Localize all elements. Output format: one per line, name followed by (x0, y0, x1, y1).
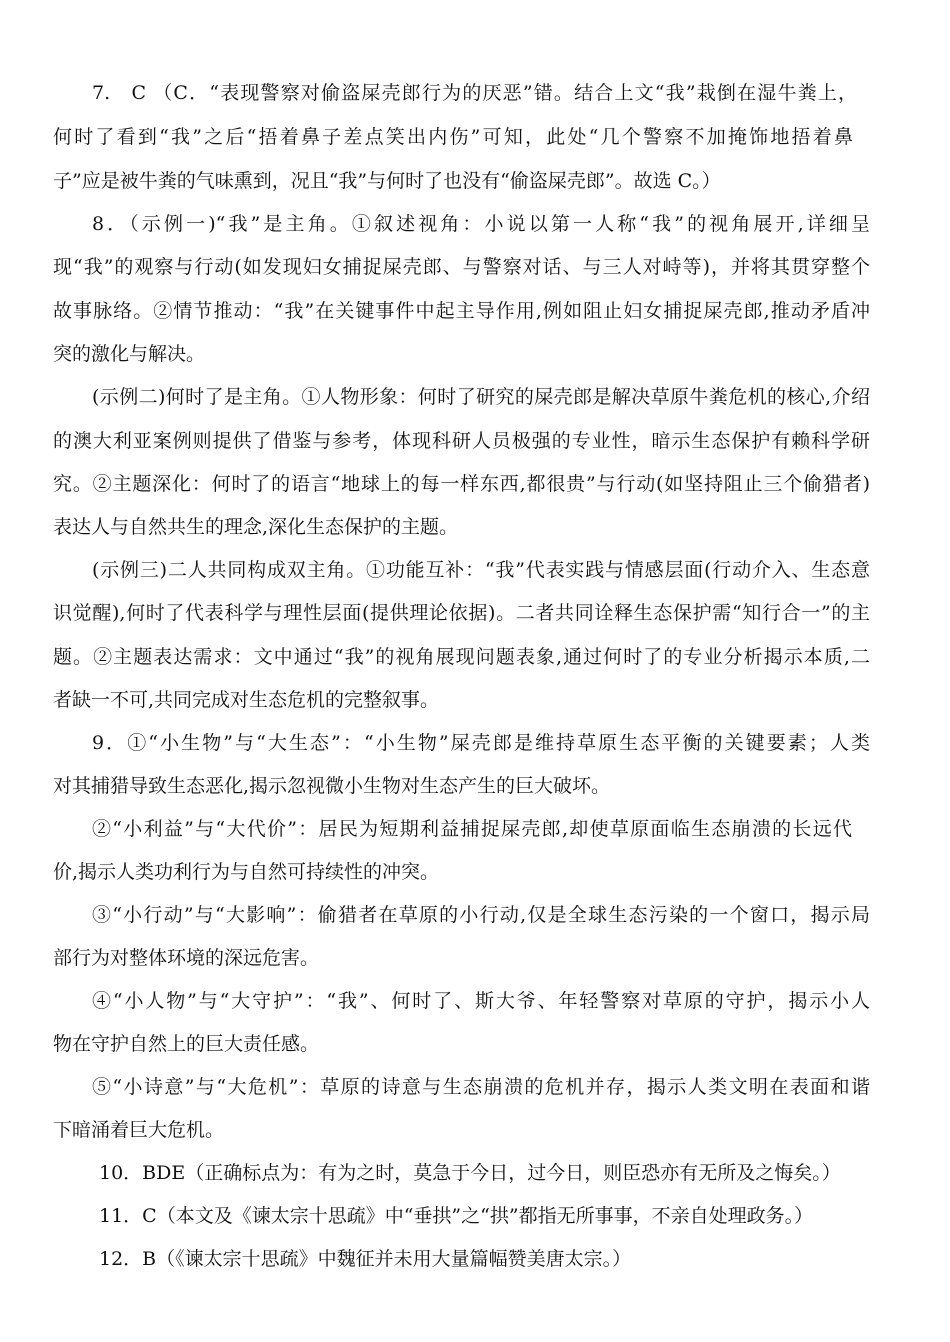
answer-9-point-4-line-2: 物在守护自然上的巨大责任感。 (53, 1033, 320, 1055)
answer-8-example-2-line-3: 究。②主题深化：何时了的语言“地球上的每一样东西,都很贵”与行动(如坚持阻止三个偷猎者) (53, 473, 870, 495)
answer-11: 11．C（本文及《谏太宗十思疏》中“垂拱”之“拱”都指无所事事，不亲自处理政务。） (99, 1205, 814, 1227)
answer-8-line-2: 现“我”的观察与行动(如发现妇女捕捉屎壳郎、与警察对话、与三人对峙等)，并将其贯穿整个 (53, 256, 870, 278)
answer-8-example-3-line-3: 题。②主题表达需求：文中通过“我”的视角展现问题表象,通过何时了的专业分析揭示本质,二 (53, 646, 870, 668)
answer-7-line-1: 7. C （C．“表现警察对偷盗屎壳郎行为的厌恶”错。结合上文“我”栽倒在湿牛粪上， (92, 82, 857, 104)
answer-9-line-2: 对其捕猎导致生态恶化,揭示忽视微小生物对生态产生的巨大破坏。 (53, 775, 611, 797)
answer-9-point-2-line-1: ②“小利益”与“大代价”：居民为短期利益捕捉屎壳郎,却使草原面临生态崩溃的长远代 (92, 818, 852, 840)
answer-8-example-2-line-4: 表达人与自然共生的理念,深化生态保护的主题。 (53, 516, 459, 538)
answer-8-line-3: 故事脉络。②情节推动：“我”在关键事件中起主导作用,例如阻止妇女捕捉屎壳郎,推动矛盾冲 (53, 300, 870, 322)
answer-12: 12．B（《谏太宗十思疏》中魏征并未用大量篇幅赞美唐太宗。） (99, 1248, 632, 1270)
answer-7-line-3: 子”应是被牛粪的气味熏到，况且“我”与何时了也没有“偷盗屎壳郎”。故选 C。） (53, 170, 721, 192)
answer-8-example-3-line-4: 者缺一不可,共同完成对生态危机的完整叙事。 (53, 689, 440, 711)
answer-9-point-5-line-1: ⑤“小诗意”与“大危机”：草原的诗意与生态崩溃的危机并存，揭示人类文明在表面和谐 (92, 1076, 870, 1098)
answer-8-line-4: 突的激化与解决。 (53, 343, 206, 365)
answer-8-line-1: 8．（示例一)“我”是主角。①叙述视角：小说以第一人称“我”的视角展开,详细呈 (92, 213, 870, 235)
answer-9-line-1: 9．①“小生物”与“大生态”：“小生物”屎壳郎是维持草原生态平衡的关键要素；人类 (92, 732, 870, 754)
answer-8-example-3-line-2: 识觉醒),何时了代表科学与理性层面(提供理论依据)。二者共同诠释生态保护需“知行合一”的主 (53, 602, 870, 624)
answer-9-point-4-line-1: ④“小人物”与“大守护”：“我”、何时了、斯大爷、年轻警察对草原的守护，揭示小人 (92, 990, 870, 1012)
answer-8-example-2-line-2: 的澳大利亚案例则提供了借鉴与参考，体现科研人员极强的专业性，暗示生态保护有赖科学研 (53, 430, 870, 452)
answer-9-point-3-line-1: ③“小行动”与“大影响”：偷猎者在草原的小行动,仅是全球生态污染的一个窗口，揭示局 (92, 904, 870, 926)
answer-8-example-2-line-1: (示例二)何时了是主角。①人物形象：何时了研究的屎壳郎是解决草原牛粪危机的核心,介绍 (92, 386, 870, 408)
answer-9-point-5-line-2: 下暗涌着巨大危机。 (53, 1119, 225, 1141)
answer-9-point-2-line-2: 价,揭示人类功利行为与自然可持续性的冲突。 (53, 861, 440, 883)
answer-9-point-3-line-2: 部行为对整体环境的深远危害。 (53, 947, 320, 969)
answer-8-example-3-line-1: (示例三)二人共同构成双主角。①功能互补：“我”代表实践与情感层面(行动介入、生态意 (92, 559, 870, 581)
answer-10: 10．BDE（正确标点为：有为之时，莫急于今日，过今日，则臣恐亦有无所及之悔矣。） (99, 1162, 841, 1184)
answer-7-line-2: 何时了看到“我”之后“捂着鼻子差点笑出内伤”可知，此处“几个警察不加掩饰地捂着鼻 (53, 126, 853, 148)
